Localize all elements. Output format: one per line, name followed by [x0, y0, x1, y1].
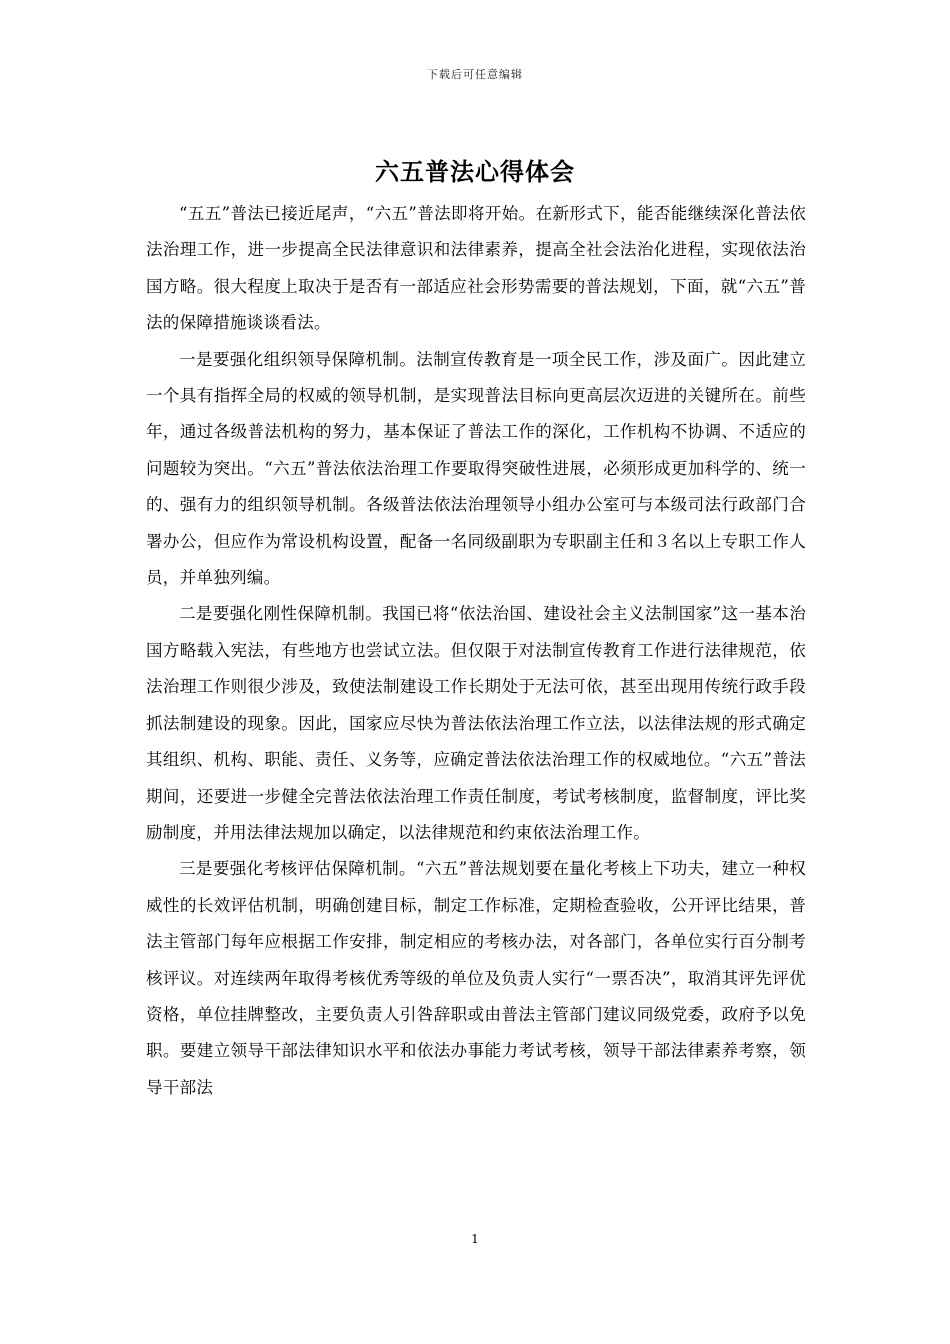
document-body: [146, 196, 806, 1106]
page-number: 1: [471, 1232, 479, 1246]
paragraph-intro: “五五”普法已接近尾声，“六五”普法即将开始。在新形式下，能否能继续深化普法依法治理工作，进一步提高全民法律意识和法律素养，提高全社会法治化进程，实现依法治国方略。很大程度上取决于是否有一部适应社会形势需要的普法规划，下面，就“六五”普法的保障措施谈谈看法。: [146, 204, 806, 333]
page-header-note: 下载后可任意编辑: [427, 68, 523, 81]
document-title: 六五普法心得体会: [375, 157, 575, 186]
paragraph-assessment: 三是要强化考核评估保障机制。“六五”普法规划要在量化考核上下功夫，建立一种权威性的长效评估机制，明确创建目标，制定工作标准，定期检查验收，公开评比结果，普法主管部门每年应根据工作安排，制定相应的考核办法，对各部门，各单位实行百分制考核评议。对连续两年取得考核优秀等级的单位及负责人实行“一票否决”，取消其评先评优资格，单位挂牌整改，主要负责人引咎辞职或由普法主管部门建议同级党委，政府予以免职。要建立领导干部法律知识水平和依法办事能力考试考核，领导干部法律素养考察，领导干部法: [146, 859, 806, 1097]
paragraph-organization: 一是要强化组织领导保障机制。法制宣传教育是一项全民工作，涉及面广。因此建立一个具有指挥全局的权威的领导机制，是实现普法目标向更高层次迈进的关键所在。前些年，通过各级普法机构的努力，基本保证了普法工作的深化，工作机构不协调、不适应的问题较为突出。“六五”普法依法治理工作要取得突破性进展，必须形成更加科学的、统一的、强有力的组织领导机制。各级普法依法治理领导小组办公室可与本级司法行政部门合署办公，但应作为常设机构设置，配备一名同级副职为专职副主任和３名以上专职工作人员，并单独列编。: [146, 349, 806, 588]
paragraph-rigid-mechanism: 二是要强化刚性保障机制。我国已将“依法治国、建设社会主义法制国家”这一基本治国方略载入宪法，有些地方也尝试立法。但仅限于对法制宣传教育工作进行法律规范，依法治理工作则很少涉及，致使法制建设工作长期处于无法可依，甚至出现用传统行政手段抓法制建设的现象。因此，国家应尽快为普法依法治理工作立法，以法律法规的形式确定其组织、机构、职能、责任、义务等，应确定普法依法治理工作的权威地位。“六五”普法期间，还要进一步健全完普法依法治理工作责任制度，考试考核制度，监督制度，评比奖励制度，并用法律法规加以确定，以法律规范和约束依法治理工作。: [146, 604, 806, 842]
